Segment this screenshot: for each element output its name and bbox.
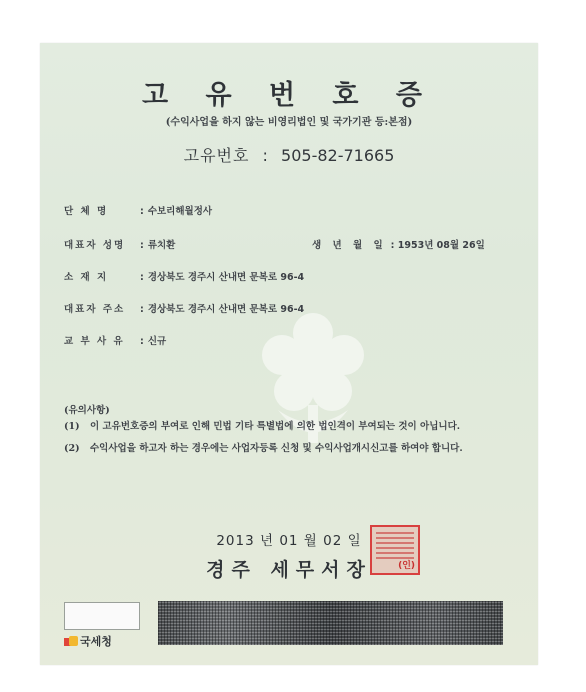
registration-number-value: 505-82-71665 [281,146,395,165]
field-value: 1953년 08월 26일 [397,240,485,251]
note-number: (1) [64,421,80,432]
field-value: 수보리해월정사 [147,206,213,217]
notes-section [64,403,534,457]
note-item [64,441,534,457]
field-representative-name [64,237,175,251]
note-text: 이 고유번호증의 부여로 인해 민법 기타 특별법에 의한 법인격이 부여되는 것이 아닙니다. [90,421,461,432]
field-separator: : [140,304,144,315]
issuing-office: 경주 세무서장 [206,559,372,581]
field-label: 대표자 주소 [64,304,126,315]
note-text: 수익사업을 하고자 하는 경우에는 사업자등록 신청 및 수익사업개시신고를 하여야 합니다. [90,443,463,454]
field-label: 교 부 사 유 [64,336,125,347]
document-title: 고 유 번 호 증 [141,80,436,111]
notes-heading: (유의사항) [64,405,110,416]
field-representative-address [64,301,304,315]
issue-date: 2013 년 01 월 02 일 [216,533,362,549]
field-separator: : [140,206,144,217]
nts-logo-icon [64,636,78,647]
official-seal-stamp [370,525,420,575]
field-value: 신규 [147,336,167,347]
field-value: 경상북도 경주시 산내면 문복로 96-4 [147,272,305,283]
document-subtitle: (수익사업을 하지 않는 비영리법인 및 국가기관 등:본점) [165,117,413,128]
registration-number-label: 고유번호 [183,146,250,165]
field-value: 류치환 [147,240,176,251]
registration-number-line [40,143,538,166]
registration-number-separator: : [262,146,268,165]
note-number: (2) [64,443,80,454]
field-separator: : [140,240,144,251]
blank-stamp-box [64,602,140,630]
security-barcode [158,601,503,645]
seal-engraving [376,531,414,559]
field-separator: : [390,240,398,251]
field-label: 소 재 지 [64,272,109,283]
field-issue-reason [64,333,166,347]
certificate-document [40,43,538,665]
agency-name: 국세청 [80,635,112,648]
agency-footer [64,633,112,649]
field-birth-date [312,237,485,251]
field-label: 대표자 성명 [64,240,126,251]
field-label: 생 년 월 일 [312,240,387,251]
seal-label: (인) [398,561,415,571]
field-separator: : [140,336,144,347]
field-location [64,269,304,283]
field-label: 단 체 명 [64,206,109,217]
field-organization-name [64,203,212,217]
field-separator: : [140,272,144,283]
field-value: 경상북도 경주시 산내면 문복로 96-4 [147,304,305,315]
note-item [64,419,534,435]
